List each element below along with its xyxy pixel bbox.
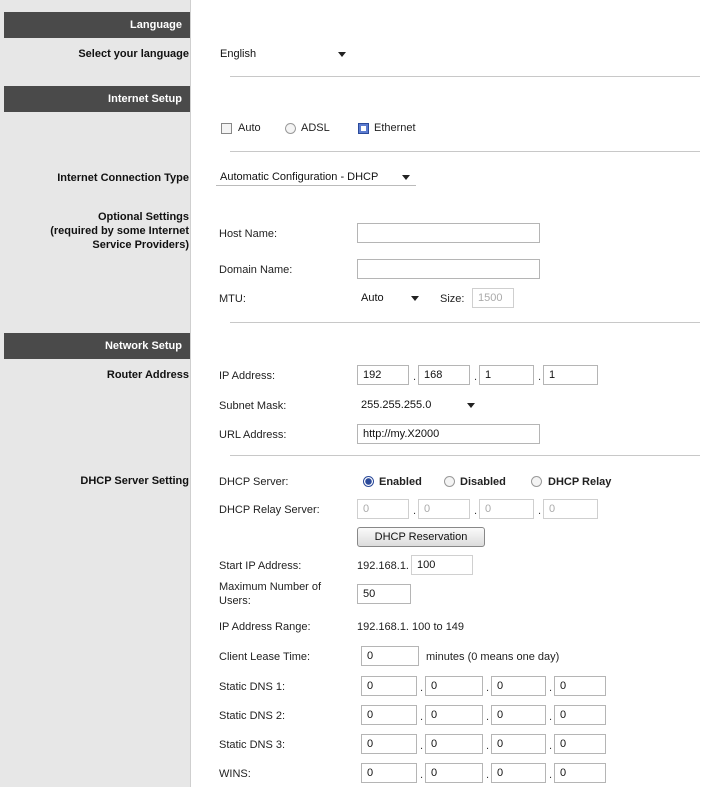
divider [230, 322, 700, 323]
ip-octet-2-input[interactable]: 168 [418, 365, 470, 385]
chevron-down-icon [338, 52, 346, 57]
dhcp-relay-label: DHCP Relay [548, 476, 612, 488]
ip-address-range-value: 192.168.1. 100 to 149 [357, 621, 465, 633]
left-label-column [0, 0, 190, 787]
adsl-radio[interactable] [285, 123, 296, 134]
ip-dot: . [474, 505, 478, 517]
connection-type-value: Automatic Configuration - DHCP [220, 171, 379, 183]
ip-dot: . [486, 740, 490, 752]
auto-label: Auto [238, 122, 261, 134]
dhcp-server-label: DHCP Server: [219, 476, 289, 488]
lease-time-unit: minutes (0 means one day) [426, 651, 560, 663]
relay-octet-3-input[interactable]: 0 [479, 499, 534, 519]
ip-dot: . [413, 505, 417, 517]
optional-settings-line-3: Service Providers) [92, 239, 189, 251]
wins-octet-3-input[interactable]: 0 [491, 763, 546, 783]
relay-octet-4-input[interactable]: 0 [543, 499, 598, 519]
dns2-octet-3-input[interactable]: 0 [491, 705, 546, 725]
wins-octet-4-input[interactable]: 0 [554, 763, 606, 783]
dhcp-relay-radio[interactable] [531, 476, 542, 487]
ip-dot: . [420, 682, 424, 694]
section-header-internet-setup: Internet Setup [4, 86, 190, 112]
host-name-label: Host Name: [219, 228, 278, 240]
max-users-label-line-2: Users: [219, 595, 251, 607]
ethernet-label: Ethernet [374, 122, 416, 134]
dns1-octet-4-input[interactable]: 0 [554, 676, 606, 696]
ip-dot: . [549, 711, 553, 723]
max-users-label-line-1: Maximum Number of [219, 581, 322, 593]
dns2-octet-1-input[interactable]: 0 [361, 705, 417, 725]
subnet-mask-select[interactable] [357, 396, 481, 414]
max-users-label [219, 580, 321, 608]
ip-dot: . [538, 371, 542, 383]
ip-dot: . [538, 505, 542, 517]
subnet-mask-label: Subnet Mask: [219, 400, 287, 412]
dns3-octet-2-input[interactable]: 0 [425, 734, 483, 754]
ip-address-label: IP Address: [219, 370, 276, 382]
optional-settings-line-1: Optional Settings [97, 211, 189, 223]
ip-address-range-label: IP Address Range: [219, 621, 311, 633]
select-language-label: Select your language [78, 48, 189, 60]
ip-dot: . [486, 711, 490, 723]
ethernet-checkbox[interactable] [358, 123, 369, 134]
subnet-mask-value: 255.255.255.0 [361, 399, 432, 411]
dns1-octet-3-input[interactable]: 0 [491, 676, 546, 696]
url-address-input[interactable]: http://my.X2000 [357, 424, 540, 444]
mtu-select-value: Auto [361, 292, 384, 304]
url-address-label: URL Address: [219, 429, 287, 441]
wins-octet-2-input[interactable]: 0 [425, 763, 483, 783]
ip-dot: . [486, 682, 490, 694]
static-dns-1-label: Static DNS 1: [219, 681, 286, 693]
section-header-language: Language [4, 12, 190, 38]
ip-octet-1-input[interactable]: 192 [357, 365, 409, 385]
relay-octet-1-input[interactable]: 0 [357, 499, 409, 519]
relay-octet-2-input[interactable]: 0 [418, 499, 470, 519]
ip-dot: . [486, 769, 490, 781]
chevron-down-icon [402, 175, 410, 180]
ip-dot: . [420, 711, 424, 723]
domain-name-input[interactable] [357, 259, 540, 279]
wins-octet-1-input[interactable]: 0 [361, 763, 417, 783]
dns3-octet-1-input[interactable]: 0 [361, 734, 417, 754]
dhcp-enabled-label: Enabled [379, 476, 422, 488]
dns1-octet-1-input[interactable]: 0 [361, 676, 417, 696]
mtu-size-input[interactable]: 1500 [472, 288, 514, 308]
ip-dot: . [549, 769, 553, 781]
ip-dot: . [474, 371, 478, 383]
ip-dot: . [549, 740, 553, 752]
ip-dot: . [420, 769, 424, 781]
ip-octet-4-input[interactable]: 1 [543, 365, 598, 385]
optional-settings-line-2: (required by some Internet [50, 225, 189, 237]
connection-type-select[interactable] [216, 168, 416, 186]
language-select-value: English [220, 48, 257, 60]
dhcp-disabled-label: Disabled [460, 476, 506, 488]
dns3-octet-4-input[interactable]: 0 [554, 734, 606, 754]
static-dns-2-label: Static DNS 2: [219, 710, 286, 722]
chevron-down-icon [411, 296, 419, 301]
host-name-input[interactable] [357, 223, 540, 243]
static-dns-3-label: Static DNS 3: [219, 739, 286, 751]
internet-connection-type-label: Internet Connection Type [57, 172, 189, 184]
ip-dot: . [549, 682, 553, 694]
max-users-input[interactable]: 50 [357, 584, 411, 604]
start-ip-prefix: 192.168.1. [357, 560, 409, 572]
start-ip-address-label: Start IP Address: [219, 560, 302, 572]
ip-dot: . [420, 740, 424, 752]
column-gutter [190, 0, 205, 787]
auto-checkbox[interactable] [221, 123, 232, 134]
wins-label: WINS: [219, 768, 251, 780]
size-label: Size: [440, 293, 465, 305]
client-lease-time-label: Client Lease Time: [219, 651, 311, 663]
dhcp-disabled-radio[interactable] [444, 476, 455, 487]
adsl-label: ADSL [301, 122, 330, 134]
dhcp-enabled-radio[interactable] [363, 476, 374, 487]
dns1-octet-2-input[interactable]: 0 [425, 676, 483, 696]
divider [230, 151, 700, 152]
dhcp-relay-server-label: DHCP Relay Server: [219, 504, 320, 516]
router-address-label: Router Address [106, 369, 189, 381]
dhcp-server-setting-label: DHCP Server Setting [80, 475, 189, 487]
mtu-select[interactable] [357, 289, 425, 307]
dns2-octet-2-input[interactable]: 0 [425, 705, 483, 725]
ip-octet-3-input[interactable]: 1 [479, 365, 534, 385]
chevron-down-icon [467, 403, 475, 408]
start-ip-last-octet-input[interactable]: 100 [411, 555, 473, 575]
client-lease-time-input[interactable]: 0 [361, 646, 419, 666]
language-select[interactable] [216, 45, 352, 63]
optional-settings-label [50, 210, 189, 252]
divider [230, 455, 700, 456]
dhcp-reservation-button[interactable]: DHCP Reservation [357, 527, 485, 547]
section-header-network-setup: Network Setup [4, 333, 190, 359]
mtu-label: MTU: [219, 293, 246, 305]
domain-name-label: Domain Name: [219, 264, 293, 276]
divider [230, 76, 700, 77]
dns3-octet-3-input[interactable]: 0 [491, 734, 546, 754]
dns2-octet-4-input[interactable]: 0 [554, 705, 606, 725]
ip-dot: . [413, 371, 417, 383]
